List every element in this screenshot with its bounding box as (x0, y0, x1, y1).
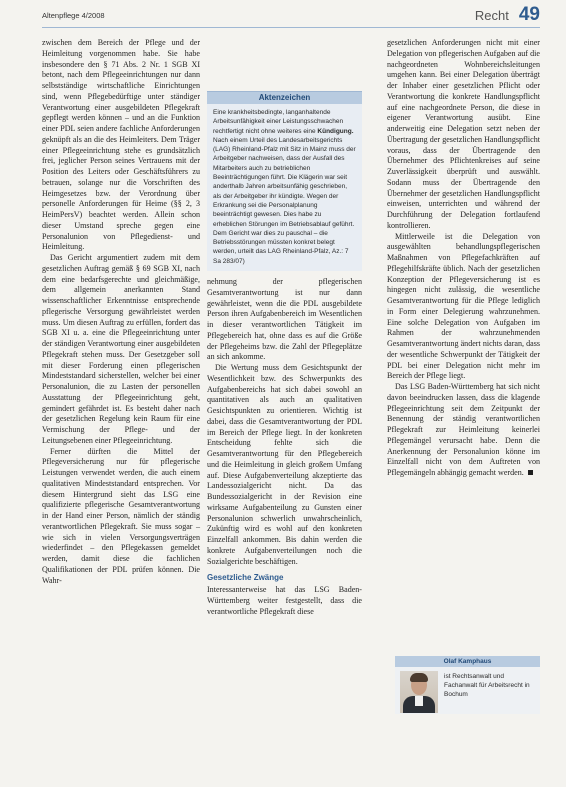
paragraph: Mittlerweile ist die Delegation von ausgewählten behandlungspflegerischen Maßnahmen von Pflegefachkräften auf Pflegehilfskräfte üblich. Nach der gesetzlichen Konzeption der Pflegeversicherung ist es hingegen nicht zulässig, die wesentliche Gesamtverantwortung für die Pflege lediglich in Form einer Delegierung wahrzunehmen. Eine solche Delegation von Aufgaben im Rahmen der wahrzunehmenden Gesamtverantwortung ändert nichts daran, dass der wesentliche Schwerpunkt der Tätigkeit der PDL bei einer Delegation nicht mehr im Bereich der Pflege liegt. (387, 231, 540, 381)
header-right (475, 4, 540, 26)
subheading: Gesetzliche Zwänge (207, 573, 284, 583)
author-name: Olaf Kamphaus (395, 656, 540, 667)
author-box (395, 656, 540, 714)
info-box (207, 91, 362, 271)
info-box-emphasis: Kündigung. (317, 127, 354, 135)
paragraph-text: Das LSG Baden-Württemberg hat sich nicht davon beeindrucken lassen, dass die klagende Pflegeeinrichtung seit dem Zeitpunkt der Benennung der ständig verantwortlichen Pflegekraft zur Heimleitung keinerlei Pflegemängel verursacht habe. Denn die Anerkennung der Personalunion könne im Einzelfall nicht von dem Auftreten von Pflegemängeln abhängig gemacht werden. (387, 382, 540, 477)
text-column-2 (207, 277, 362, 617)
paragraph: zwischen dem Bereich der Pflege und der Heimleitung vorgenommen habe. Sie habe insbesondere den § 71 Abs. 2 Nr. 1 SGB XI betont, nach dem Pflegeeinrichtungen nur dann selbstständige wirtschaftliche Einrichtungen sind, wenn Pflegebedürftige unter ständiger Verantwortung einer ausgebildeten Pflegekraft gepflegt werden können – und an die Funktion einer PDL seien andere fachliche Anforderungen geknüpft als an die des Heimleiters. Dem Träger einer Pflegeeinrichtung stehe es grundsätzlich frei, jeglicher Person seines Vertrauens mit der Position des Leiters oder Geschäftsführers zu betrauen, solange nur die Vorschriften des Heimgesetzes bzw. der Verordnung über personelle Anforderungen für Heime (§§ 2, 3 HeimPersV) beachtet werden. Allein schon dieser Umstand spreche gegen eine Personalunion von Pflegedienst- und Heimleitung. (42, 38, 200, 252)
paragraph: Ferner dürften die Mittel der Pflegeversicherung nur für pflegerische Leistungen verwendet werden, die auch einem qualitativen Mindeststandard entsprechen. Vor diesem Hintergrund sieht das LSG eine qualifizierte pflegerische Gesamtverantwortung in der Hand einer Person, nämlich der ständig verantwortlichen Pflegekraft. Sie muss sogar – wie sich in vielen Versorgungsverträgen wiederfindet – den Pflegekassen gemeldet werden, damit diese die fachlichen Qualifikationen der PDL prüfen können. Die Wahr- (42, 446, 200, 585)
paragraph-final (387, 382, 540, 479)
info-box-title: Aktenzeichen (207, 92, 362, 104)
header-divider (42, 27, 540, 28)
text-column-3 (387, 38, 540, 479)
paragraph: Das Gericht argumentiert zudem mit dem gesetzlichen Auftrag gemäß § 69 SGB XI, nach dem eine bedarfsgerechte und gleichmäßige, dem allgemein anerkannten Stand wissenschaftlicher Erkenntnisse entsprechende pflegerische Versorgung gewährleistet werden muss. Um diesen Auftrag zu erfüllen, fordert das SGB XI u. a. eine die Pflegeeinrichtung unter der ständigen Verantwortung einer ausgebildeten Pflegekraft stehen muss. Der Gesetzgeber soll mit dieser Forderung einen pflegerischen Mindeststandard sicherstellen, welcher bei einer Personalunion, die zu Lasten der personellen Ausstattung der Pflegeeinrichtung geht, gemindert gefährdet ist. Es besteht daher nach der gesetzlichen Regelung kein Raum für eine Vermischung der Pflege- und der Leitungsebenen einer Pflegeeinrichtung. (42, 253, 200, 445)
page-number: 49 (518, 4, 540, 25)
paragraph: nehmung der pflegerischen Gesamtverantwortung ist nur dann gewährleistet, wenn die die PDL ausgebildete Person ihren Aufgabenbereich im Wesentlichen in dieser verantwortlichen Tätigkeit im Pflegebereich hat, ohne dass es auf die Größe der Pflegeheims bzw. die Zahl der Pflegeplätze an sich ankomme. (207, 277, 362, 362)
paragraph: Die Wertung muss dem Gesichtspunkt der Wesentlichkeit bzw. des Schwerpunkts des Aufgabenbereichs hat sich dabei sowohl an quantitativen als auch an qualitativen Gesichtspunkten zu orientieren. Wichtig ist dabei, dass die Gesamtverantwortung der PDL im Bereich der Pflege liegt. In der konkreten Entscheidung fehlte sich die Gesamtverantwortung für den Pflegebereich und die Heimleitung in gleich großem Umfang auf. Diese Aufgabenverteilung akzeptierte das Landessozialgericht nicht. Da das Bundessozialgericht in der Revision eine wirksame Aufgabenteilung zu Gunsten einer Personalunion schwerlich unwahrscheinlich, Zukünftig wird es wohl auf den konkreten Einzelfall ankommen. Bis dahin werden die konkrete Aufgabenverteilungen noch die Sozialgerichte beschäftigen. (207, 363, 362, 566)
paragraph: gesetzlichen Anforderungen nicht mit einer Delegation von pflegerischen Aufgaben auf die nachgeordneten Wohnbereichsleitungen umgehen kann. Bei einer Delegation überträgt der Inhaber einer gesetzlichen Pflicht oder Verantwortung die konkrete Handlungspflicht auf eine nachgeordnete Person, die diese in eigener Verantwortung ausübt. Eine anderweitig eine Delegation setzt neben der Übertragung der gesetzlichen Handlungspflicht voraus, dass der Übertragende den Übernehmer des Pflichtenkreises auf seine Zuverlässigkeit überprüft und auswählt. Sodann muss der Übertragende den Übernehmer der gesetzlichen Handlungspflicht einweisen, unterrichten und während der Durchführung der Delegation fortlaufend kontrollieren. (387, 38, 540, 230)
section-name: Recht (474, 8, 509, 23)
text-column-1 (42, 38, 200, 586)
page-header (0, 0, 566, 34)
author-photo (400, 671, 438, 713)
info-box-text (207, 104, 362, 270)
end-mark-icon (528, 470, 533, 475)
info-box-text-part: Nach einem Urteil des Landesarbeitsgerichts (LAG) Rheinland-Pfalz mit Sitz in Mainz muss der Arbeitgeber nachweisen, dass der Ausfall des Mitarbeiters auch zu betrieblichen Beeinträchtigungen führt. Die Klägerin war seit anderthalb Jahren arbeitsunfähig geschrieben, als der Arbeitgeber ihr kündigte. Wegen der Erkrankung sei die Personalplanung beeinträchtigt gewesen. Dies habe zu erheblichen Störungen im Betriebsablauf geführt. Dem Gericht war dies zu pauschal – die Betriebsstörungen müssten konkret belegt werden, urteilt das LAG Rheinland-Pfalz, Az.: 7 Sa 283/07) (213, 136, 356, 265)
info-box-text-part: Eine krankheitsbedingte, langanhaltende Arbeitsunfähigkeit einer Leistungsschwachen rechtfertigt nicht ohne weiteres eine (213, 109, 344, 135)
paragraph: Interessanterweise hat das LSG Baden-Württemberg weiter festgestellt, dass die verantwortliche Pflegekraft diese (207, 585, 362, 616)
issue-label: Altenpflege 4/2008 (42, 11, 105, 20)
author-bio: ist Rechtsanwalt und Fachanwalt für Arbeitsrecht in Bochum (444, 673, 530, 698)
